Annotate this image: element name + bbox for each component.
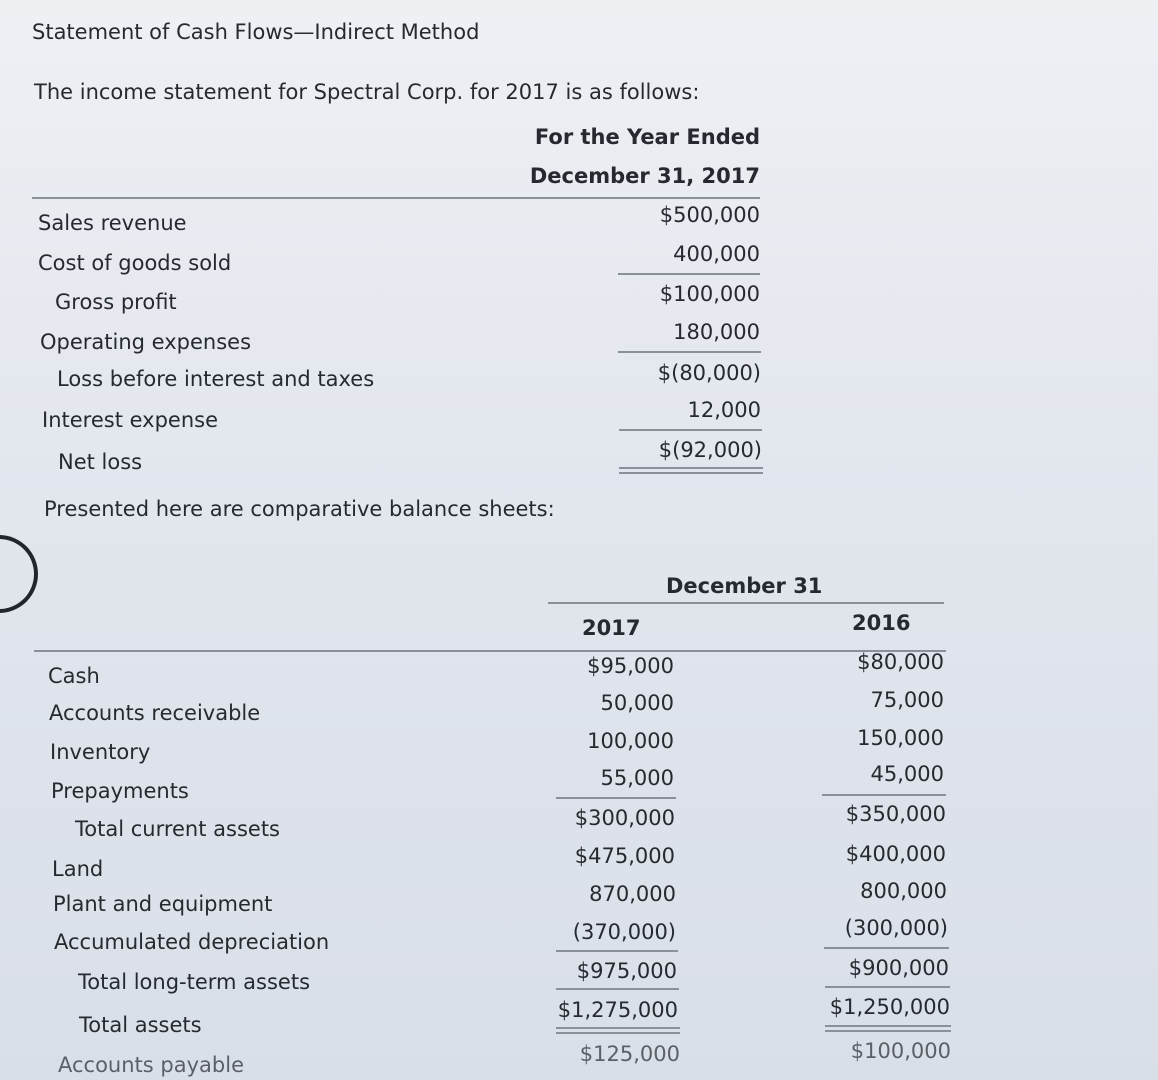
balance-2017-prepayments: 55,000 [600,766,674,790]
balance-2016-ar: 75,000 [870,688,944,712]
balance-subtotal-rule-2016 [824,947,949,949]
balance-2016-accounts-payable: $100,000 [850,1039,951,1063]
income-label-gross-profit: Gross profit [55,290,177,314]
balance-subtotal-rule-2017 [556,988,679,990]
balance-label-total-current: Total current assets [75,817,280,841]
income-value-interest: 12,000 [687,398,761,422]
income-value-gross-profit: $100,000 [659,282,760,306]
balance-2017-total-longterm: $975,000 [576,959,677,983]
income-header-rule [32,197,760,199]
balance-label-total-assets: Total assets [79,1013,202,1037]
balance-2017-total-assets: $1,275,000 [557,998,678,1022]
balance-2017-total-current: $300,000 [574,806,675,830]
balance-subtotal-rule-2017 [556,950,678,952]
balance-2017-cash: $95,000 [587,654,674,678]
balance-column-rule [34,650,946,652]
page-title: Statement of Cash Flows—Indirect Method [32,20,480,44]
balance-label-inventory: Inventory [50,740,151,764]
balance-label-prepayments: Prepayments [51,779,189,803]
balance-2017-ar: 50,000 [600,691,674,715]
income-label-cogs: Cost of goods sold [38,251,232,275]
balance-2016-accum-dep: (300,000) [844,916,948,940]
balance-header: December 31 [666,574,823,598]
balance-subtotal-rule-2016 [822,794,946,796]
balance-2017-plant: 870,000 [589,882,676,906]
income-label-ebit: Loss before interest and taxes [57,367,375,391]
balance-label-accounts-payable: Accounts payable [58,1053,244,1077]
balance-label-total-longterm: Total long-term assets [78,970,311,994]
balance-2016-land: $400,000 [845,842,946,866]
balance-label-cash: Cash [48,664,100,688]
income-subtotal-rule [618,351,761,353]
income-total-double-rule [619,467,763,474]
balance-2017-accounts-payable: $125,000 [579,1042,680,1066]
balance-col-2017: 2017 [582,616,641,640]
income-value-sales: $500,000 [659,203,760,227]
balance-label-land: Land [52,857,104,881]
balance-subtotal-rule-2017 [556,797,676,799]
income-value-ebit: $(80,000) [657,361,761,385]
balance-2016-total-longterm: $900,000 [848,956,949,980]
balance-subtotal-rule-2016 [825,986,950,988]
income-label-sales: Sales revenue [38,211,187,235]
income-label-net-loss: Net loss [58,450,143,474]
balance-intro: Presented here are comparative balance sheets: [44,497,555,521]
income-subtotal-rule [619,429,762,431]
balance-2017-inventory: 100,000 [587,729,674,753]
balance-2016-prepayments: 45,000 [870,762,944,786]
balance-2016-total-assets: $1,250,000 [829,995,950,1019]
income-header-line2: December 31, 2017 [529,164,760,188]
income-value-opex: 180,000 [673,320,760,344]
balance-2017-accum-dep: (370,000) [572,920,676,944]
balance-col-2016: 2016 [852,611,911,635]
income-header-line1: For the Year Ended [534,125,760,149]
balance-label-plant: Plant and equipment [53,892,273,916]
balance-label-ar: Accounts receivable [49,701,261,725]
balance-header-rule [548,602,944,604]
page-edge-mark [0,535,38,613]
balance-2016-plant: 800,000 [860,879,947,903]
balance-2016-cash: $80,000 [857,650,944,674]
income-value-cogs: 400,000 [673,242,760,266]
income-intro: The income statement for Spectral Corp. for 2017 is as follows: [34,80,700,104]
income-value-net-loss: $(92,000) [658,438,762,462]
balance-total-double-rule-2016 [825,1025,951,1032]
income-label-opex: Operating expenses [40,330,252,354]
balance-2016-inventory: 150,000 [857,726,944,750]
balance-label-accum-dep: Accumulated depreciation [54,930,330,954]
balance-2016-total-current: $350,000 [845,802,946,826]
income-label-interest: Interest expense [42,408,218,432]
income-subtotal-rule [618,273,760,275]
balance-2017-land: $475,000 [574,844,675,868]
balance-total-double-rule-2017 [556,1027,680,1034]
